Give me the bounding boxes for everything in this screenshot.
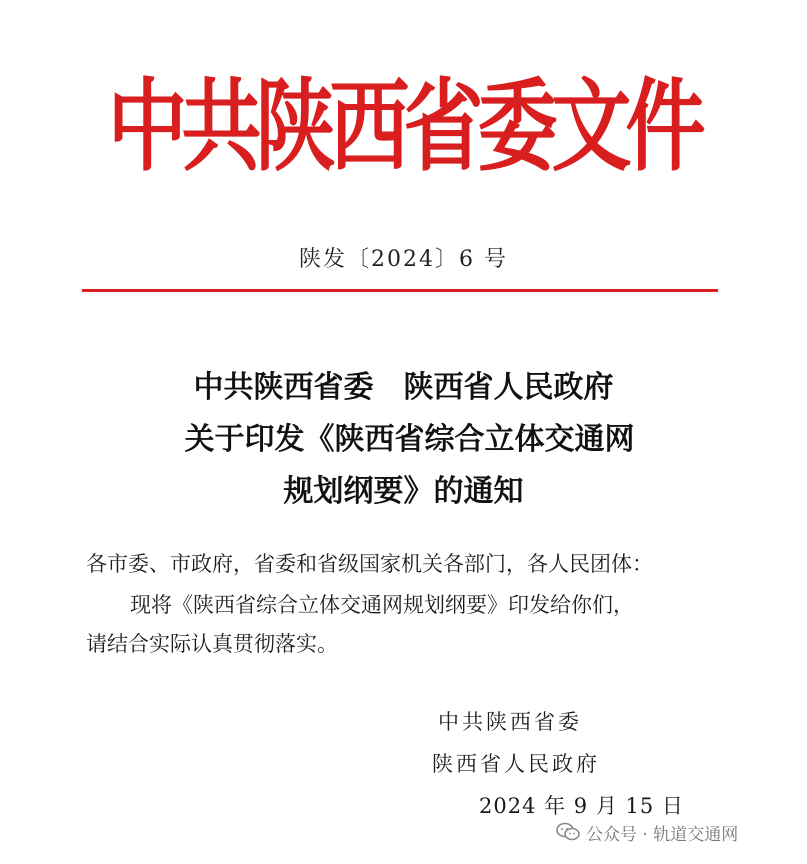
red-divider-line [82, 289, 718, 292]
watermark-text: 公众号 · 轨道交通网 [586, 824, 739, 845]
watermark [556, 817, 738, 847]
notice-title [0, 362, 807, 518]
signature-provincial-government: 陕西省人民政府 [432, 752, 600, 776]
signature-date: 2024 年 9 月 15 日 [479, 794, 684, 818]
addressee-line: 各市委、市政府，省委和省级国家机关各部门，各人民团体： [86, 552, 653, 576]
notice-title-line-3: 规划纲要》的通知 [283, 474, 524, 509]
signature-party-committee: 中共陕西省委 [438, 710, 582, 734]
body-paragraph-2: 请结合实际认真贯彻落实。 [86, 632, 338, 656]
body-paragraph-1: 现将《陕西省综合立体交通网规划纲要》印发给你们， [130, 593, 634, 617]
document-header-title: 中共陕西省委文件 [107, 68, 700, 185]
wechat-official-account-icon [556, 822, 580, 842]
notice-title-line-2: 关于印发《陕西省综合立体交通网 [184, 422, 635, 457]
document-number: 陕发〔2024〕6 号 [299, 247, 508, 272]
notice-title-line-1: 中共陕西省委 陕西省人民政府 [193, 370, 614, 405]
